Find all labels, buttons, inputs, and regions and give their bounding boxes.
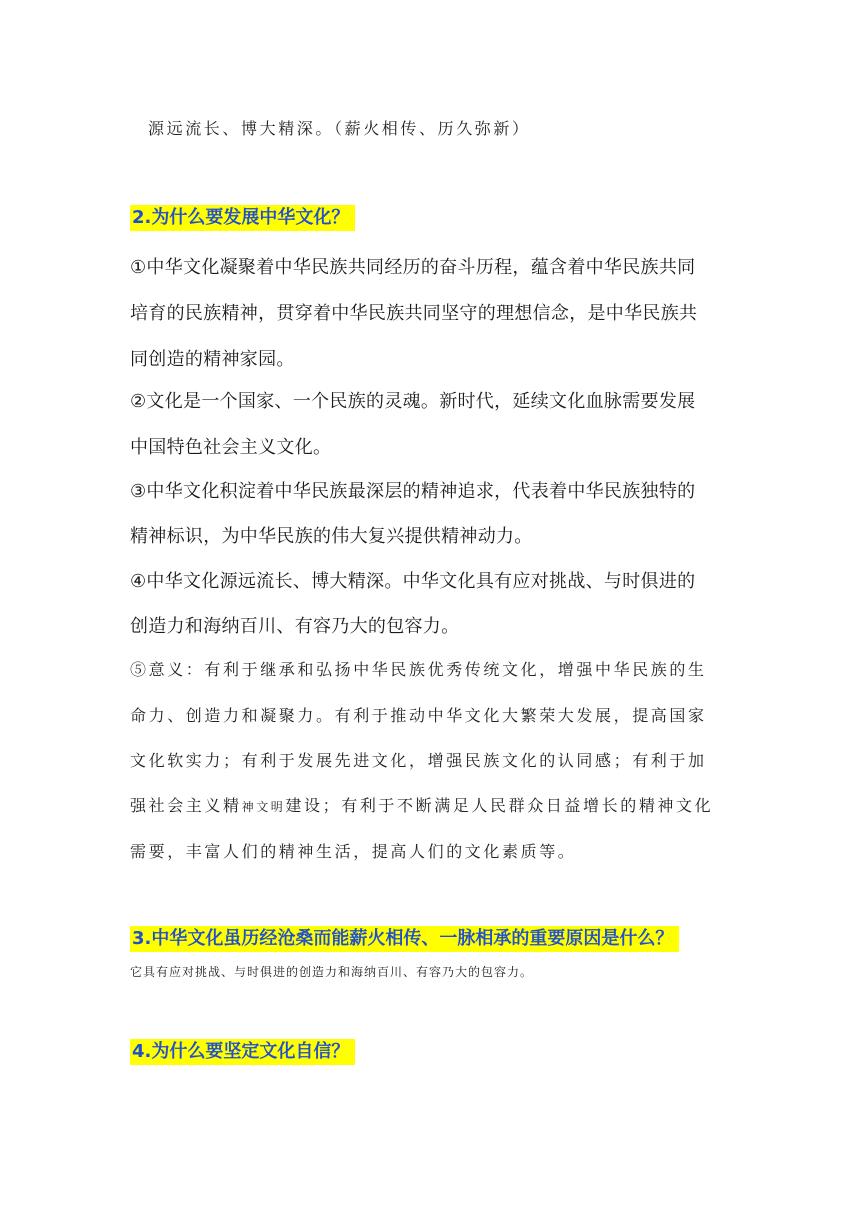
section-4-heading: 4.为什么要坚定文化自信？ (130, 1039, 355, 1065)
paragraph-5-line-2: 命力、创造力和凝聚力。有利于推动中华文化大繁荣大发展，提高国家 (130, 706, 707, 725)
paragraph-5-line-5: 需要，丰富人们的精神生活，提高人们的文化素质等。 (130, 842, 577, 861)
paragraph-5-line-4 (130, 793, 713, 816)
intro-line: 源远流长、博大精深。（薪火相传、历久弥新） (148, 119, 531, 138)
paragraph-5-line-3: 文化软实力；有利于发展先进文化，增强民族文化的认同感；有利于加 (130, 751, 707, 770)
paragraph-5-line-4-small-text: 神文明 (241, 800, 286, 814)
paragraph-1-line-3: 同创造的精神家园。 (130, 349, 295, 370)
paragraph-2-line-1: ②文化是一个国家、一个民族的灵魂。新时代，延续文化血脉需要发展 (130, 391, 696, 412)
paragraph-5-line-4-part-c: 建设；有利于不断满足人民群众日益增长的精神文化 (285, 796, 714, 815)
paragraph-1-line-2: 培育的民族精神，贯穿着中华民族共同坚守的理想信念，是中华民族共 (130, 303, 698, 324)
paragraph-4-line-1: ④中华文化源远流长、博大精深。中华文化具有应对挑战、与时俱进的 (130, 571, 696, 592)
paragraph-1-line-1: ①中华文化凝聚着中华民族共同经历的奋斗历程，蕴含着中华民族共同 (130, 257, 696, 278)
section-3-answer: 它具有应对挑战、与时俱进的创造力和海纳百川、有容乃大的包容力。 (130, 965, 534, 979)
paragraph-3-line-1: ③中华文化积淀着中华民族最深层的精神追求，代表着中华民族独特的 (130, 481, 696, 502)
paragraph-4-line-2: 创造力和海纳百川、有容乃大的包容力。 (130, 616, 460, 637)
section-3-heading: 3.中华文化虽历经沧桑而能薪火相传、一脉相承的重要原因是什么？ (130, 926, 679, 952)
paragraph-2-line-2: 中国特色社会主义文化。 (130, 437, 332, 458)
paragraph-5-line-4-part-a: 强社会主义精 (130, 796, 242, 815)
paragraph-3-line-2: 精神标识，为中华民族的伟大复兴提供精神动力。 (130, 526, 533, 547)
paragraph-5-line-1: ⑤意义：有利于继承和弘扬中华民族优秀传统文化，增强中华民族的生 (130, 660, 707, 679)
section-2-heading: 2.为什么要发展中华文化？ (130, 205, 355, 231)
